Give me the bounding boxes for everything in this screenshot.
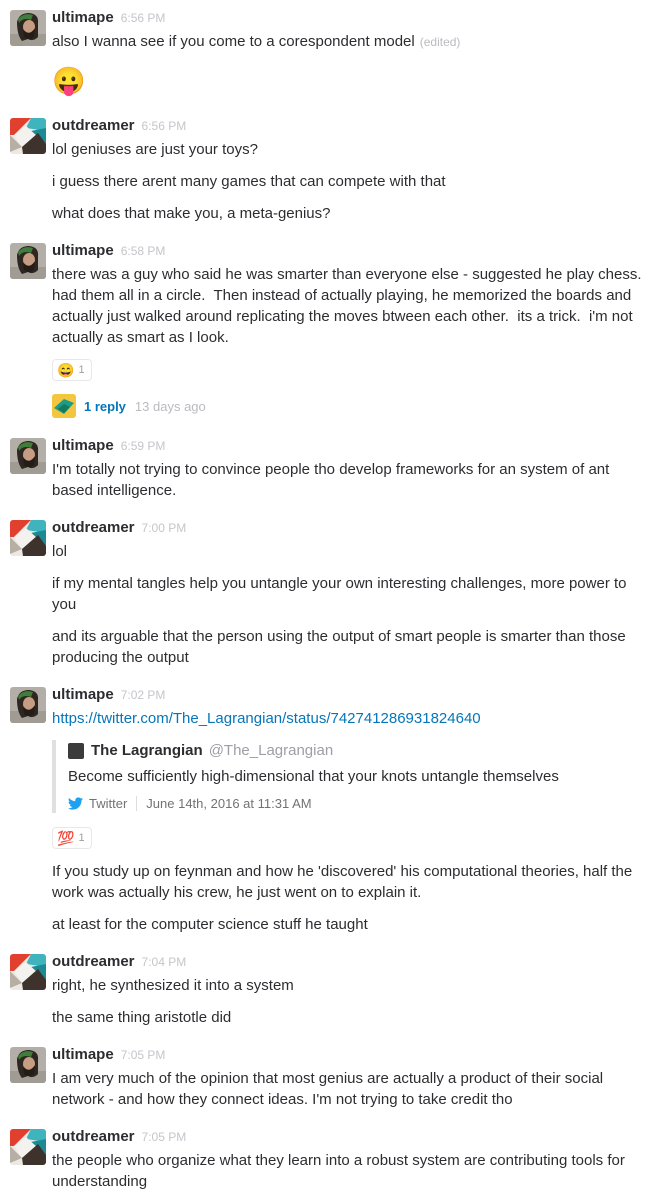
message-content <box>52 116 649 235</box>
username[interactable]: ultimape <box>52 686 114 703</box>
edited-label: (edited) <box>419 35 461 49</box>
message-text-content: at least for the computer science stuff he taught <box>52 916 368 933</box>
thread-reply-link[interactable]: 1 reply <box>84 398 126 414</box>
username[interactable]: ultimape <box>52 9 114 26</box>
ultimape-avatar-image <box>10 687 46 723</box>
message-text-content: I am very much of the opinion that most genius are actually a product of their social network - and how they connect ideas. I'm not trying to take credit tho <box>52 1070 608 1108</box>
reaction-emoji: 💯 <box>57 830 75 846</box>
thread-reply-row <box>52 394 649 418</box>
timestamp: 7:02 PM <box>120 688 166 702</box>
message-text <box>52 171 649 192</box>
message-header <box>52 685 649 705</box>
user-avatar[interactable] <box>10 1047 46 1083</box>
message-text <box>52 541 649 562</box>
message-text-content: If you study up on feynman and how he 'discovered' his computational theories, half the work was actually his crew, he just went on to explain it. <box>52 863 637 901</box>
message-text <box>52 914 649 935</box>
message-text <box>52 626 649 668</box>
outdreamer-avatar-image <box>10 118 46 154</box>
outdreamer-avatar-image <box>10 520 46 556</box>
timestamp: 6:56 PM <box>141 119 187 133</box>
message-content <box>52 1127 649 1203</box>
user-avatar[interactable] <box>10 520 46 556</box>
user-avatar[interactable] <box>10 438 46 474</box>
outdreamer-avatar-image <box>10 954 46 990</box>
username[interactable]: outdreamer <box>52 953 135 970</box>
message-text <box>52 203 649 224</box>
thread-participant-avatar <box>52 394 76 418</box>
reaction-badge[interactable] <box>52 827 92 849</box>
thread-reply-time: 13 days ago <box>134 398 206 414</box>
message-text-content: what does that make you, a meta-genius? <box>52 205 331 222</box>
user-avatar[interactable] <box>10 243 46 279</box>
reaction-row <box>52 359 649 393</box>
message-content <box>52 241 649 430</box>
message-group <box>0 1121 657 1203</box>
timestamp: 7:05 PM <box>120 1048 166 1062</box>
user-avatar[interactable] <box>10 1129 46 1165</box>
message-text <box>52 1150 649 1192</box>
tweet-author-handle[interactable]: @The_Lagrangian <box>208 742 334 759</box>
timestamp: 7:04 PM <box>141 955 187 969</box>
message-text <box>52 573 649 615</box>
tweet-text: Become sufficiently high-dimensional that your knots untangle themselves <box>68 768 559 785</box>
username[interactable]: outdreamer <box>52 1128 135 1145</box>
message-text-content: the same thing aristotle did <box>52 1009 232 1026</box>
message-header <box>52 518 649 538</box>
tweet-attachment <box>52 740 649 813</box>
message-text <box>52 31 649 53</box>
reaction-count: 1 <box>78 364 85 376</box>
user-avatar[interactable] <box>10 687 46 723</box>
message-content <box>52 436 649 512</box>
message-text-content: the people who organize what they learn into a robust system are contributing tools for understanding <box>52 1152 629 1190</box>
message-header <box>52 952 649 972</box>
reaction-row <box>52 827 649 861</box>
username[interactable]: outdreamer <box>52 519 135 536</box>
ultimape-avatar-image <box>10 438 46 474</box>
message-group <box>0 946 657 1039</box>
message-group <box>0 110 657 235</box>
message-header <box>52 1127 649 1147</box>
timestamp: 6:56 PM <box>120 11 166 25</box>
message-text-content: lol geniuses are just your toys? <box>52 141 258 158</box>
tweet-header <box>68 742 649 759</box>
message-text <box>52 1068 649 1110</box>
message-content <box>52 518 649 679</box>
message-text-content: if my mental tangles help you untangle your own interesting challenges, more power to you <box>52 575 631 613</box>
message-text <box>52 708 649 729</box>
message-header <box>52 241 649 261</box>
message-header <box>52 1045 649 1065</box>
ultimape-avatar-image <box>10 10 46 46</box>
message-header <box>52 116 649 136</box>
tweet-service-label[interactable]: Twitter <box>89 796 128 811</box>
tweet-author-avatar <box>68 743 84 759</box>
reaction-badge[interactable] <box>52 359 92 381</box>
message-content <box>52 685 649 946</box>
message-group <box>0 512 657 679</box>
username[interactable]: outdreamer <box>52 117 135 134</box>
timestamp: 7:05 PM <box>141 1130 187 1144</box>
message-text-content: also I wanna see if you come to a corespondent model <box>52 33 415 50</box>
reaction-count: 1 <box>78 832 85 844</box>
message-content <box>52 1045 649 1121</box>
username[interactable]: ultimape <box>52 242 114 259</box>
message-text <box>52 1007 649 1028</box>
timestamp: 7:00 PM <box>141 521 187 535</box>
message-text <box>52 459 649 501</box>
message-group <box>0 430 657 512</box>
tweet-footer <box>68 796 649 811</box>
tweet-author-name[interactable]: The Lagrangian <box>91 742 203 759</box>
message-header <box>52 436 649 456</box>
message-text-content: i guess there arent many games that can compete with that <box>52 173 446 190</box>
message-text-content: right, he synthesized it into a system <box>52 977 294 994</box>
ultimape-avatar-image <box>10 243 46 279</box>
username[interactable]: ultimape <box>52 437 114 454</box>
message-content <box>52 8 649 110</box>
message-header <box>52 8 649 28</box>
reaction-emoji: 😄 <box>57 362 75 378</box>
outdreamer-avatar-image <box>10 1129 46 1165</box>
message-text-content: there was a guy who said he was smarter than everyone else - suggested he play chess. had them all in a circle. Then instead of actually playing, he memorized the boards and actually just walked around replicating the moves btween each other. its a trick. i'm not actually as smart as I look. <box>52 266 650 346</box>
tweet-url-link[interactable]: https://twitter.com/The_Lagrangian/status/742741286931824640 <box>52 710 481 727</box>
username[interactable]: ultimape <box>52 1046 114 1063</box>
message-text <box>52 139 649 160</box>
message-group <box>0 679 657 946</box>
user-avatar[interactable] <box>10 954 46 990</box>
message-group <box>0 1039 657 1121</box>
message-text-content: lol <box>52 543 68 560</box>
timestamp: 6:58 PM <box>120 244 166 258</box>
ultimape-avatar-image <box>10 1047 46 1083</box>
message-text-content: and its arguable that the person using the output of smart people is smarter than those producing the output <box>52 628 630 666</box>
user-avatar[interactable] <box>10 10 46 46</box>
tweet-date: June 14th, 2016 at 11:31 AM <box>146 796 312 811</box>
message-text <box>52 975 649 996</box>
message-text <box>52 861 649 903</box>
message-text-content: I'm totally not trying to convince people tho develop frameworks for an system of ant based intelligence. <box>52 461 614 499</box>
emoji-message: 😛 <box>52 66 86 96</box>
message-content <box>52 952 649 1039</box>
user-avatar[interactable] <box>10 118 46 154</box>
twitter-bird-icon <box>68 796 83 811</box>
message-text <box>52 264 649 348</box>
timestamp: 6:59 PM <box>120 439 166 453</box>
message-group <box>0 235 657 430</box>
footer-divider <box>136 796 137 811</box>
thread-participant-avatar-image <box>52 394 76 418</box>
message-group <box>0 2 657 110</box>
